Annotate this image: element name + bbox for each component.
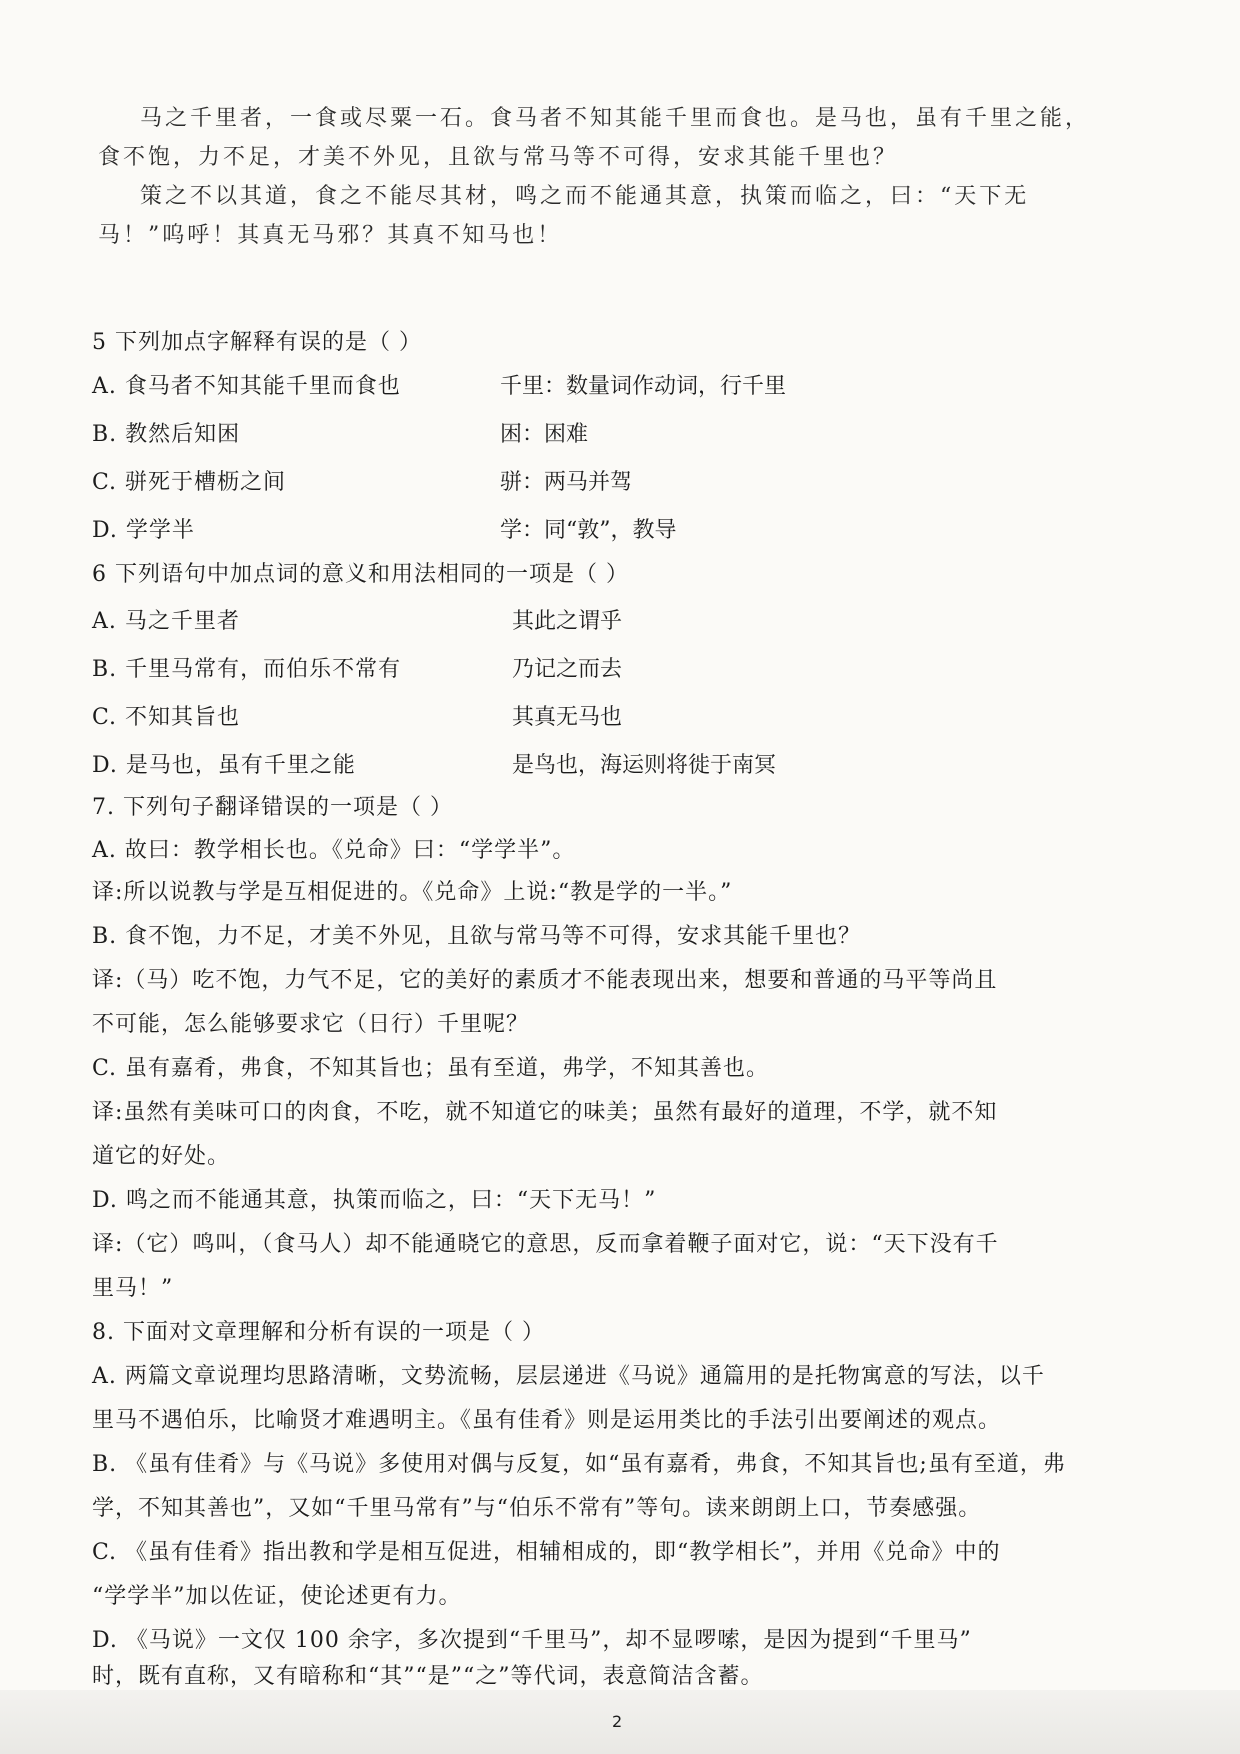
q6-option-a-text: A. 马之千里者 bbox=[92, 609, 240, 634]
passage-line: 马！”呜呼！其真无马邪？其真不知马也！ bbox=[98, 223, 563, 248]
q7-line: A. 故曰：教学相长也。《兑命》曰：“学学半”。 bbox=[92, 838, 576, 863]
q8-line: C. 《虽有佳肴》指出教和学是相互促进，相辅相成的，即“教学相长”，并用《兑命》中的 bbox=[92, 1540, 1001, 1565]
q5-option-d-note: 学：同“敦”，教导 bbox=[500, 518, 677, 543]
question-6-stem: 6 下列语句中加点词的意义和用法相同的一项是（ ） bbox=[92, 562, 629, 587]
q8-line: 里马不遇伯乐，比喻贤才难遇明主。《虽有佳肴》则是运用类比的手法引出要阐述的观点。 bbox=[92, 1408, 1002, 1433]
q7-line: 译:所以说教与学是互相促进的。《兑命》上说:“教是学的一半。” bbox=[92, 880, 733, 905]
q5-option-d-text: D. 学学半 bbox=[92, 518, 195, 543]
q6-option-d-compare: 是鸟也，海运则将徙于南冥 bbox=[512, 753, 777, 778]
q6-option-c-compare: 其真无马也 bbox=[512, 705, 623, 730]
q5-option-b-note: 困：困难 bbox=[500, 422, 589, 447]
page-number: 2 bbox=[612, 1712, 623, 1731]
question-8-stem: 8. 下面对文章理解和分析有误的一项是（ ） bbox=[92, 1320, 545, 1345]
q6-option-b-text: B. 千里马常有，而伯乐不常有 bbox=[92, 657, 402, 682]
q5-option-c-note: 骈：两马并驾 bbox=[500, 470, 633, 495]
q7-line: 译:（它）鸣叫，（食马人）却不能通晓它的意思，反而拿着鞭子面对它，说：“天下没有千 bbox=[92, 1232, 999, 1257]
q8-line: “学学半”加以佐证，使论述更有力。 bbox=[92, 1584, 462, 1609]
q7-line: 里马！” bbox=[92, 1276, 174, 1301]
question-5-stem: 5 下列加点字解释有误的是（ ） bbox=[92, 330, 422, 355]
question-7-stem: 7. 下列句子翻译错误的一项是（ ） bbox=[92, 795, 453, 820]
q7-line: D. 鸣之而不能通其意，执策而临之，曰：“天下无马！” bbox=[92, 1188, 657, 1213]
q5-option-c-text: C. 骈死于槽枥之间 bbox=[92, 470, 287, 495]
q6-option-c-text: C. 不知其旨也 bbox=[92, 705, 241, 730]
q8-line: 时，既有直称，又有暗称和“其”“是”“之”等代词，表意简洁含蓄。 bbox=[92, 1664, 764, 1689]
q7-line: C. 虽有嘉肴，弗食，不知其旨也；虽有至道，弗学，不知其善也。 bbox=[92, 1056, 770, 1081]
q8-line: A. 两篇文章说理均思路清晰，文势流畅，层层递进《马说》通篇用的是托物寓意的写法，以千 bbox=[92, 1364, 1045, 1389]
q8-line: B. 《虽有佳肴》与《马说》多使用对偶与反复，如“虽有嘉肴，弗食，不知其旨也;虽有至道，弗 bbox=[92, 1452, 1066, 1477]
q5-option-a-note: 千里：数量词作动词，行千里 bbox=[500, 374, 787, 399]
q8-line: D. 《马说》一文仅 100 余字，多次提到“千里马”，却不显啰嗦，是因为提到“千里马” bbox=[92, 1628, 972, 1653]
q7-line: B. 食不饱，力不足，才美不外见，且欲与常马等不可得，安求其能千里也？ bbox=[92, 924, 862, 949]
q7-line: 译:（马）吃不饱，力气不足，它的美好的素质才不能表现出来，想要和普通的马平等尚且 bbox=[92, 968, 998, 993]
q5-option-a-text: A. 食马者不知其能千里而食也 bbox=[92, 374, 401, 399]
q7-line: 不可能，怎么能够要求它（日行）千里呢？ bbox=[92, 1012, 530, 1037]
q5-option-b-text: B. 教然后知困 bbox=[92, 422, 241, 447]
q6-option-b-compare: 乃记之而去 bbox=[512, 657, 623, 682]
q6-option-a-compare: 其此之谓乎 bbox=[512, 609, 623, 634]
passage-line: 策之不以其道，食之不能尽其材，鸣之而不能通其意，执策而临之，曰：“天下无 bbox=[140, 184, 1030, 209]
passage-line: 马之千里者，一食或尽粟一石。食马者不知其能千里而食也。是马也，虽有千里之能， bbox=[140, 106, 1091, 131]
q6-option-d-text: D. 是马也，虽有千里之能 bbox=[92, 753, 356, 778]
q8-line: 学，不知其善也”，又如“千里马常有”与“伯乐不常有”等句。读来朗朗上口，节奏感强。 bbox=[92, 1496, 982, 1521]
passage-line: 食不饱，力不足，才美不外见，且欲与常马等不可得，安求其能千里也？ bbox=[98, 145, 899, 170]
q7-line: 道它的好处。 bbox=[92, 1144, 231, 1169]
q7-line: 译:虽然有美味可口的肉食，不吃，就不知道它的味美；虽然有最好的道理，不学，就不知 bbox=[92, 1100, 998, 1125]
